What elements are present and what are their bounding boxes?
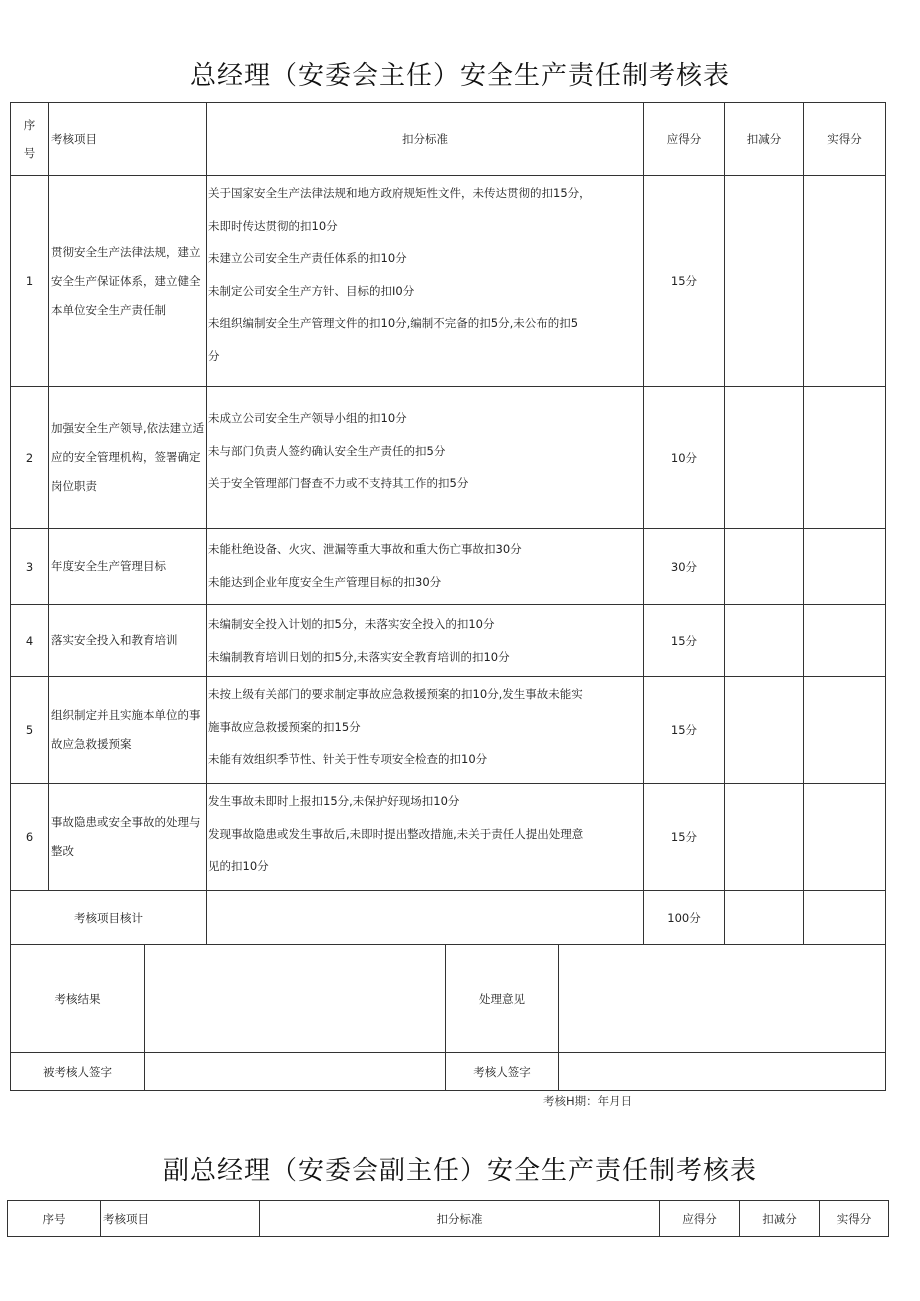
opinion-field[interactable] [559, 945, 886, 1053]
assessee-sign-field[interactable] [145, 1053, 446, 1091]
header-criteria: 扣分标准 [207, 103, 644, 176]
form2-title: 副总经理（安委会副主任）安全生产责任制考核表 [162, 1156, 757, 1186]
form1-assessment-table [10, 102, 886, 945]
criteria-line: 未按上级有关部门的要求制定事故应急救援预案的扣10分,发生事故未能实 [208, 687, 583, 701]
row-no: 1 [11, 176, 49, 387]
row-no: 3 [11, 529, 49, 605]
row-criteria [207, 529, 644, 605]
row-no: 4 [11, 605, 49, 677]
signature-row [11, 1053, 886, 1091]
row-score: 15分 [644, 605, 725, 677]
criteria-line: 关于安全管理部门督查不力或不支持其工作的扣5分 [208, 476, 469, 490]
assessee-sign-label: 被考核人签字 [11, 1053, 145, 1091]
row-criteria [207, 176, 644, 387]
result-row [11, 945, 886, 1053]
row-deduct-cell[interactable] [725, 176, 804, 387]
header-deduct: 扣减分 [725, 103, 804, 176]
header-score: 应得分 [660, 1201, 740, 1237]
row-item: 落实安全投入和教育培训 [49, 605, 207, 677]
header-item: 考核项目 [101, 1201, 260, 1237]
row-criteria [207, 387, 644, 529]
row-criteria [207, 677, 644, 784]
form1-result-table [10, 944, 886, 1091]
result-field[interactable] [145, 945, 446, 1053]
total-row [11, 891, 886, 945]
total-deduct-cell[interactable] [725, 891, 804, 945]
criteria-line: 未能杜绝设备、火灾、泄漏等重大事故和重大伤亡事故扣30分 [208, 542, 522, 556]
form2-assessment-table [7, 1200, 889, 1237]
table-row [11, 387, 886, 529]
form1-title: 总经理（安委会主任）安全生产责任制考核表 [189, 61, 730, 91]
row-score: 10分 [644, 387, 725, 529]
total-actual-cell[interactable] [804, 891, 886, 945]
row-actual-cell[interactable] [804, 387, 886, 529]
table-header-row [11, 103, 886, 176]
row-actual-cell[interactable] [804, 605, 886, 677]
header-score: 应得分 [644, 103, 725, 176]
row-score: 15分 [644, 784, 725, 891]
row-deduct-cell[interactable] [725, 387, 804, 529]
row-score: 15分 [644, 176, 725, 387]
header-no-label: 序号 [23, 118, 36, 160]
table-row [11, 529, 886, 605]
assessor-sign-field[interactable] [559, 1053, 886, 1091]
criteria-line: 未即时传达贯彻的扣10分 [208, 218, 338, 233]
criteria-line: 未与部门负责人签约确认安全生产责任的扣5分 [208, 443, 446, 458]
row-item: 年度安全生产管理目标 [49, 529, 207, 605]
header-criteria: 扣分标准 [260, 1201, 660, 1237]
table-row [11, 677, 886, 784]
criteria-line: 未建立公司安全生产责任体系的扣10分 [208, 251, 407, 265]
criteria-line: 发现事故隐患或发生事故后,未即时提出整改措施,未关于责任人提出处理意 [208, 826, 584, 841]
row-deduct-cell[interactable] [725, 605, 804, 677]
header-deduct: 扣减分 [740, 1201, 820, 1237]
row-deduct-cell[interactable] [725, 677, 804, 784]
row-score: 15分 [644, 677, 725, 784]
row-item: 事故隐患或安全事故的处理与整改 [49, 784, 207, 891]
assessment-date-line: 考核H期：年月日 [543, 1094, 633, 1108]
header-item: 考核项目 [49, 103, 207, 176]
row-no: 6 [11, 784, 49, 891]
row-actual-cell[interactable] [804, 529, 886, 605]
table-header-row [8, 1201, 889, 1237]
criteria-line: 未成立公司安全生产领导小组的扣10分 [208, 411, 407, 425]
criteria-line: 未能达到企业年度安全生产管理目标的扣30分 [208, 574, 442, 589]
table-row [11, 784, 886, 891]
row-criteria [207, 784, 644, 891]
header-no [11, 103, 49, 176]
criteria-line: 施事故应急救援预案的扣15分 [208, 719, 361, 734]
criteria-line: 未编制安全投入计划的扣5分，未落实安全投入的扣10分 [208, 617, 495, 631]
row-deduct-cell[interactable] [725, 784, 804, 891]
header-actual: 实得分 [804, 103, 886, 176]
criteria-line: 见的扣10分 [208, 859, 269, 873]
header-actual: 实得分 [820, 1201, 889, 1237]
result-label: 考核结果 [11, 945, 145, 1053]
total-label: 考核项目核计 [11, 891, 207, 945]
row-item: 贯彻安全生产法律法规，建立安全生产保证体系，建立健全本单位安全生产责任制 [49, 176, 207, 387]
row-item: 组织制定并且实施本单位的事故应急救援预案 [49, 677, 207, 784]
total-score: 100分 [644, 891, 725, 945]
criteria-line: 分 [208, 348, 220, 363]
row-deduct-cell[interactable] [725, 529, 804, 605]
criteria-line: 未制定公司安全生产方针、目标的扣I0分 [208, 283, 415, 298]
table-row [11, 176, 886, 387]
criteria-line: 未能有效组织季节性、针关于性专项安全检查的扣10分 [208, 752, 488, 766]
criteria-line: 未组织编制安全生产管理文件的扣10分,编制不完备的扣5分,未公布的扣5 [208, 316, 579, 330]
criteria-line: 发生事故未即时上报扣15分,未保护好现场扣10分 [208, 794, 460, 808]
row-actual-cell[interactable] [804, 677, 886, 784]
total-criteria-cell [207, 891, 644, 945]
row-actual-cell[interactable] [804, 176, 886, 387]
criteria-line: 未编制教育培训日划的扣5分,未落实安全教育培训的扣10分 [208, 649, 510, 664]
row-criteria [207, 605, 644, 677]
row-item: 加强安全生产领导,依法建立适应的安全管理机构，签署确定岗位职责 [49, 387, 207, 529]
row-score: 30分 [644, 529, 725, 605]
row-no: 5 [11, 677, 49, 784]
header-no: 序号 [8, 1201, 101, 1237]
row-actual-cell[interactable] [804, 784, 886, 891]
row-no: 2 [11, 387, 49, 529]
assessor-sign-label: 考核人签字 [446, 1053, 559, 1091]
opinion-label: 处理意见 [446, 945, 559, 1053]
table-row [11, 605, 886, 677]
criteria-line: 关于国家安全生产法律法规和地方政府规矩性文件，未传达贯彻的扣15分， [208, 186, 591, 200]
